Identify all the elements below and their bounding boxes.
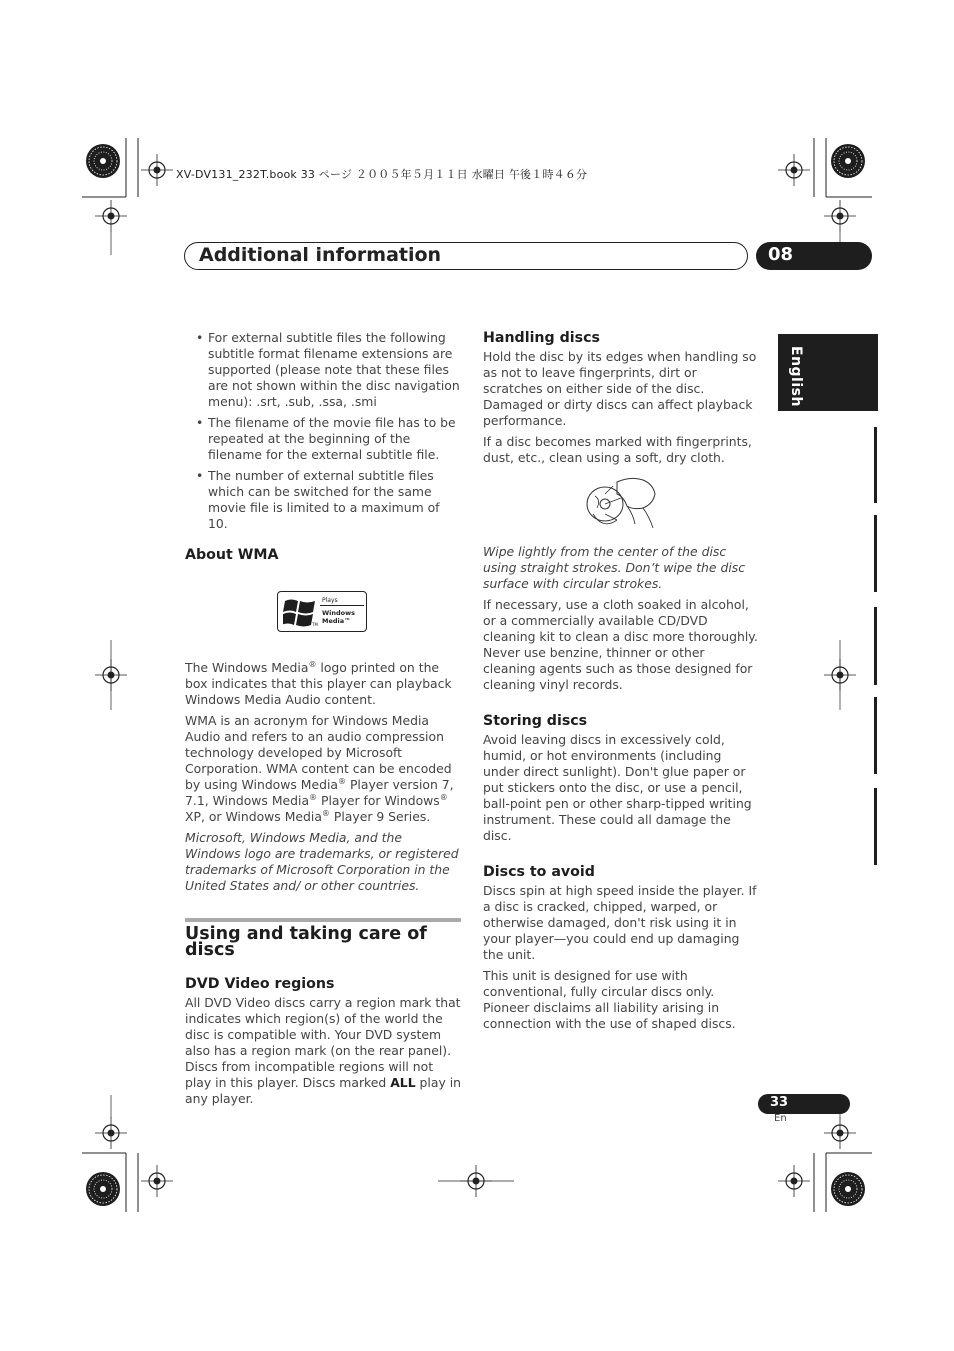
handling-paragraph-1: Hold the disc by its edges when handling so as not to leave fingerprints, dirt or scratches on either side of the disc. Damaged or dirty discs can affect playback performance. bbox=[483, 349, 757, 428]
right-column bbox=[483, 330, 758, 1037]
page-number: 33 bbox=[770, 1095, 789, 1110]
section-header bbox=[184, 242, 748, 270]
logo-windows-text: Windows bbox=[322, 609, 356, 617]
section-title: Additional information bbox=[199, 244, 442, 266]
disc-wiping-illustration bbox=[583, 474, 663, 536]
wma-acronym-paragraph: WMA is an acronym for Windows Media Audio and refers to an audio compression technology developed by Microsoft Corporation. WMA content can be encoded by using Windows Media® Player version 7, 7.1, Windows Media® Player for Windows® XP, or Windows Media® Player 9 Series. bbox=[185, 713, 454, 824]
chapter-number: 08 bbox=[768, 244, 794, 265]
wipe-caption: Wipe lightly from the center of the disc using straight strokes. Don’t wipe the disc surface with circular strokes. bbox=[483, 544, 746, 591]
handling-paragraph-2: If a disc becomes marked with fingerprints, dust, etc., clean using a soft, dry cloth. bbox=[483, 434, 752, 465]
logo-media-text: Media™ bbox=[322, 617, 351, 625]
handling-paragraph-3: If necessary, use a cloth soaked in alcohol, or a commercially available CD/DVD cleaning kit to clean a disc more thoroughly. Never use benzine, thinner or other cleaning agents such as those designed for cleaning vinyl records. bbox=[483, 597, 758, 692]
side-bar-3 bbox=[874, 607, 877, 685]
discs-section-heading: Using and taking care of discs bbox=[185, 918, 461, 958]
wma-logo-paragraph: The Windows Media® logo printed on the box indicates that this player can playback Windows Media Audio content. bbox=[185, 659, 452, 707]
logo-tm-text: TM bbox=[312, 622, 318, 627]
side-bar-5 bbox=[874, 788, 877, 865]
all-region-mark: ALL bbox=[390, 1075, 416, 1090]
windows-media-logo bbox=[277, 591, 367, 632]
dvd-regions-paragraph: All DVD Video discs carry a region mark that indicates which region(s) of the world the disc is compatible with. Your DVD system also has a region mark (on the rear panel). Discs from incompatible regions will not play in this player. Discs marked ALL play in any player. bbox=[185, 995, 462, 1106]
page-language: En bbox=[774, 1113, 787, 1124]
language-label: English bbox=[788, 346, 804, 407]
side-bar-1 bbox=[874, 427, 877, 503]
side-bar-2 bbox=[874, 515, 877, 592]
avoid-paragraph-1: Discs spin at high speed inside the player. If a disc is cracked, chipped, warped, or otherwise damaged, don't risk using it in your player—you could end up damaging the unit. bbox=[483, 883, 757, 962]
list-item: • The filename of the movie file has to be repeated at the beginning of the filename for the external subtitle file. bbox=[185, 415, 461, 463]
handling-discs-heading: Handling discs bbox=[483, 330, 600, 346]
storing-paragraph: Avoid leaving discs in excessively cold, humid, or hot environments (including under direct sunlight). Don't glue paper or put stickers onto the disc, or use a pencil, ball-point pen or other sharp-tipped writing instrument. These could all damage the disc. bbox=[483, 732, 752, 843]
discs-to-avoid-heading: Discs to avoid bbox=[483, 864, 595, 880]
trademark-notice: Microsoft, Windows Media, and the Windows logo are trademarks, or registered trademarks of Microsoft Corporation in the United States and/ or other countries. bbox=[185, 830, 459, 893]
avoid-paragraph-2: This unit is designed for use with conventional, fully circular discs only. Pioneer disclaims all liability arising in connection with the use of shaped discs. bbox=[483, 968, 736, 1031]
list-item: • For external subtitle files the following subtitle format filename extensions are supported (please note that these files are not shown within the disc navigation menu): .srt, .sub, .ssa, .smi bbox=[185, 330, 461, 410]
logo-plays-text: Plays bbox=[322, 597, 338, 604]
subtitle-bullet-list bbox=[185, 330, 461, 532]
list-item: • The number of external subtitle files which can be switched for the same movie file is limited to a maximum of 10. bbox=[185, 468, 461, 532]
storing-discs-heading: Storing discs bbox=[483, 713, 588, 729]
about-wma-heading: About WMA bbox=[185, 547, 279, 563]
page-number-badge bbox=[758, 1094, 850, 1114]
left-column bbox=[185, 330, 461, 1112]
chapter-badge bbox=[756, 242, 872, 270]
dvd-regions-heading: DVD Video regions bbox=[185, 976, 335, 992]
side-bar-4 bbox=[874, 697, 877, 774]
book-file-info: XV-DV131_232T.book 33 ページ ２００５年５月１１日 水曜日 午後１時４６分 bbox=[176, 168, 588, 181]
